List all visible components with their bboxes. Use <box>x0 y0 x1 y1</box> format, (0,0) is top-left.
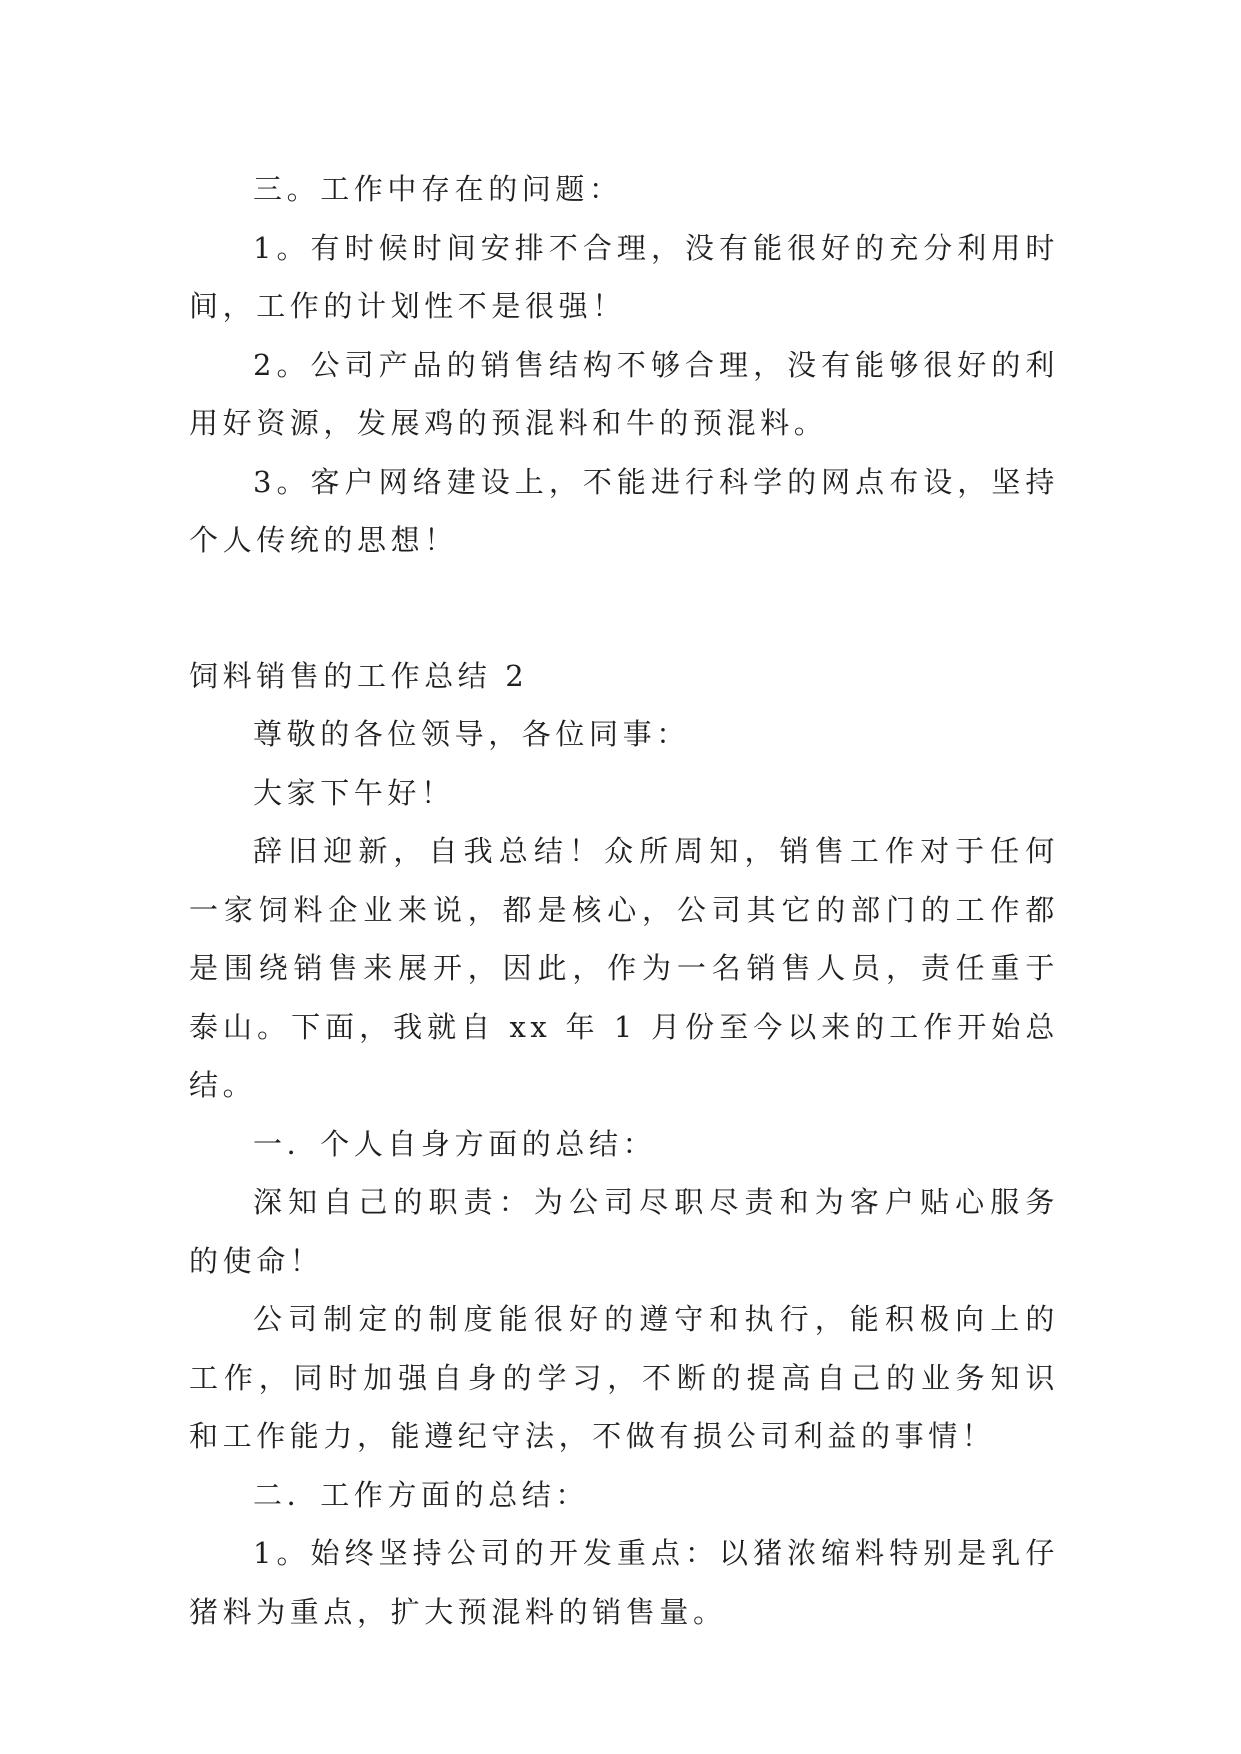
greeting-line: 尊敬的各位领导，各位同事： <box>253 717 690 751</box>
part2-heading: 二．工作方面的总结： <box>253 1477 590 1512</box>
part1-paragraph-2: 公司制定的制度能很好的遵守和执行，能积极向上的工作，同时加强自身的学习，不断的提高自己的业务知识和工作能力，能遵纪守法，不做有损公司利益的事情！ <box>189 1302 1059 1453</box>
problem-item-1: 1。有时候时间安排不合理，没有能很好的充分利用时间，工作的计划性不是很强！ <box>189 230 1059 323</box>
part1-paragraph-1: 深知自己的职责：为公司尽职尽责和为客户贴心服务的使命！ <box>189 1185 1059 1278</box>
section-spacer <box>189 570 1059 647</box>
problem-item-2: 2。公司产品的销售结构不够合理，没有能够很好的利用好资源，发展鸡的预混料和牛的预混料。 <box>189 347 1059 440</box>
hello-line: 大家下午好！ <box>253 775 455 810</box>
part1-heading: 一．个人自身方面的总结： <box>253 1126 657 1161</box>
document-title: 饲料销售的工作总结 2 <box>189 658 529 693</box>
part2-item-1: 1。始终坚持公司的开发重点：以猪浓缩料特别是乳仔猪料为重点，扩大预混料的销售量。 <box>189 1536 1059 1629</box>
problem-item-3: 3。客户网络建设上，不能进行科学的网点布设，坚持个人传统的思想！ <box>189 464 1059 557</box>
section-heading-problems: 三。工作中存在的问题： <box>253 172 623 206</box>
intro-paragraph: 辞旧迎新，自我总结！众所周知，销售工作对于任何一家饲料企业来说，都是核心，公司其它的部门的工作都是围绕销售来展开，因此，作为一名销售人员，责任重于泰山。下面，我就自 xx 年 1 月份至今以来的工作开始总结。 <box>189 834 1059 1102</box>
document-body <box>189 160 1059 1641</box>
